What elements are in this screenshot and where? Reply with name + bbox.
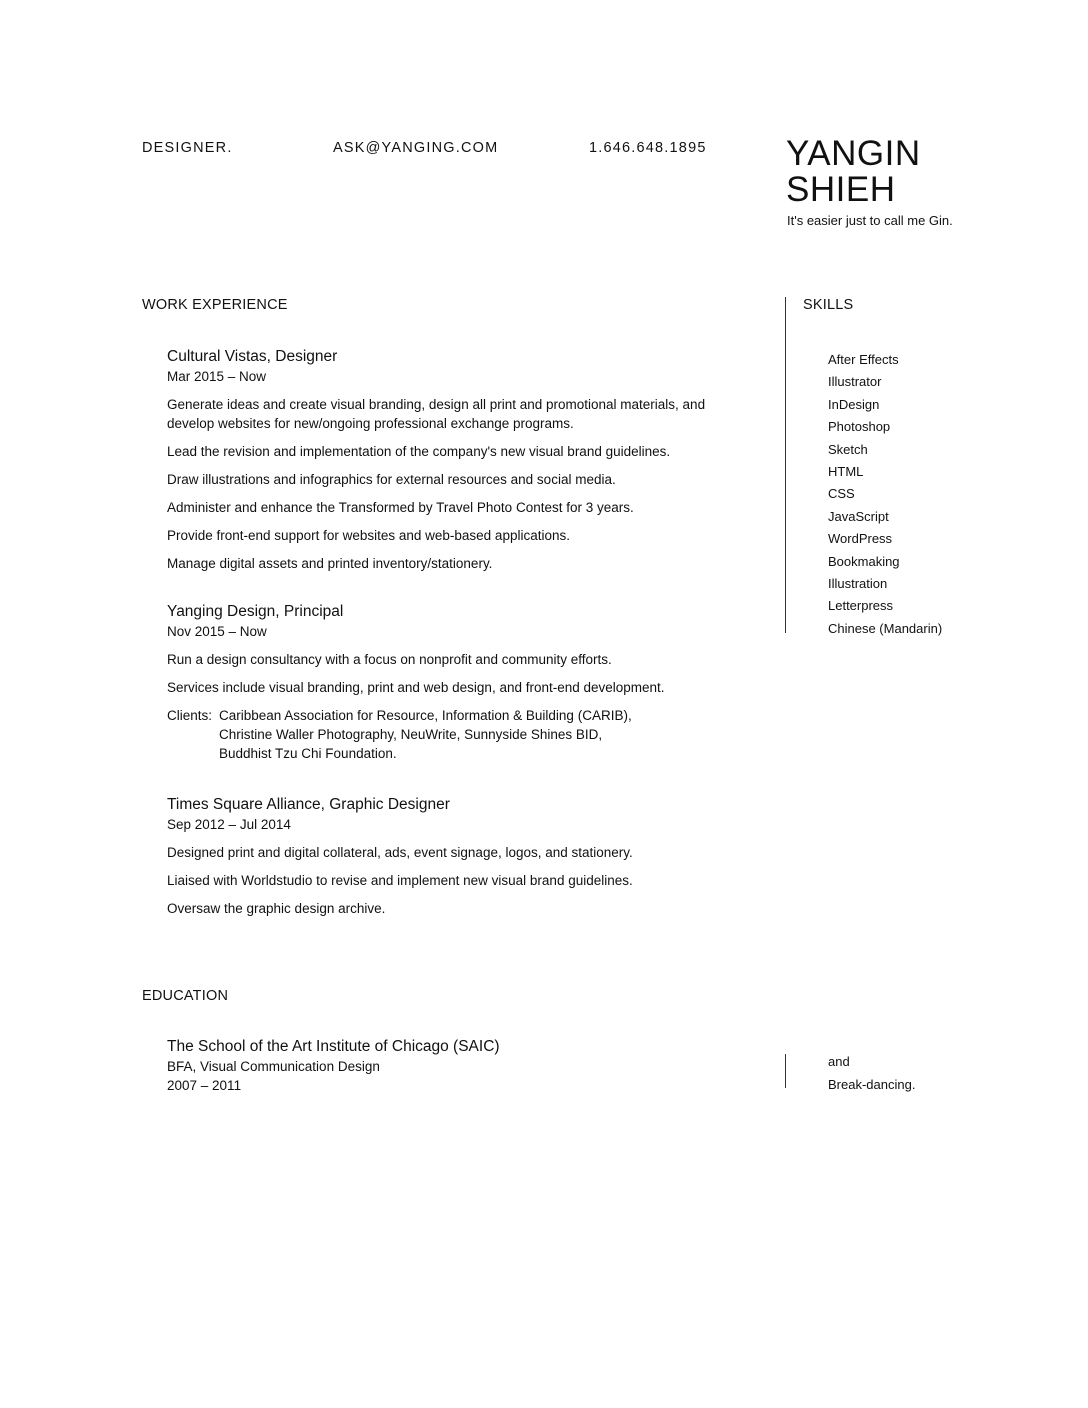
job-date: Sep 2012 – Jul 2014 bbox=[167, 817, 291, 832]
job-item: Oversaw the graphic design archive. bbox=[167, 901, 386, 916]
header-role: DESIGNER. bbox=[142, 140, 233, 156]
degree: BFA, Visual Communication Design bbox=[167, 1059, 380, 1074]
job-item: Draw illustrations and infographics for external resources and social media. bbox=[167, 472, 616, 487]
school-name: The School of the Art Institute of Chicago (SAIC) bbox=[167, 1038, 500, 1055]
skill-item: Illustrator bbox=[828, 374, 882, 390]
skill-item: After Effects bbox=[828, 352, 899, 367]
job-item: Generate ideas and create visual branding, design all print and promotional materials, and develop websites for new/ongoing professional exchange programs. bbox=[167, 397, 706, 431]
skill-item: Sketch bbox=[828, 441, 868, 457]
job-item: Liaised with Worldstudio to revise and implement new visual brand guidelines. bbox=[167, 873, 633, 888]
job-item: Lead the revision and implementation of the company's new visual brand guidelines. bbox=[167, 444, 671, 459]
job-date: Mar 2015 – Now bbox=[167, 369, 267, 384]
job-item: Administer and enhance the Transformed by Travel Photo Contest for 3 years. bbox=[167, 500, 634, 515]
skill-item: InDesign bbox=[828, 396, 880, 412]
skill-item: JavaScript bbox=[828, 508, 889, 524]
header-email[interactable]: ASK@YANGING.COM bbox=[333, 140, 499, 156]
job-item: Manage digital assets and printed inventory/stationery. bbox=[167, 556, 493, 571]
profile-tagline: It's easier just to call me Gin. bbox=[787, 213, 953, 228]
skill-item: Chinese (Mandarin) bbox=[828, 620, 943, 636]
job-item: Designed print and digital collateral, ads, event signage, logos, and stationery. bbox=[167, 845, 633, 860]
skill-item: Letterpress bbox=[828, 598, 894, 614]
skills-divider bbox=[785, 297, 786, 633]
extra-breakdancing: Break-dancing. bbox=[828, 1076, 916, 1092]
skill-item: WordPress bbox=[828, 531, 893, 547]
job-entry-times-square bbox=[167, 795, 727, 927]
education-section-title: EDUCATION bbox=[142, 988, 229, 1004]
job-entry-yanging-design bbox=[167, 602, 727, 763]
job-title: Times Square Alliance, Graphic Designer bbox=[167, 796, 450, 813]
skill-item: CSS bbox=[828, 486, 855, 502]
clients-line: Christine Waller Photography, NeuWrite, Sunnyside Shines BID, bbox=[219, 727, 603, 742]
name-line-1: YANGIN bbox=[786, 134, 921, 173]
clients-label: Clients: bbox=[167, 708, 213, 723]
education-entry bbox=[167, 1037, 727, 1104]
header-phone[interactable]: 1.646.648.1895 bbox=[589, 140, 707, 156]
name-line-2: SHIEH bbox=[786, 170, 896, 209]
job-entry-cultural-vistas bbox=[167, 347, 727, 582]
job-item: Run a design consultancy with a focus on nonprofit and community efforts. bbox=[167, 652, 612, 667]
skill-item: HTML bbox=[828, 464, 864, 480]
clients-block bbox=[167, 706, 727, 763]
skills-section-title: SKILLS bbox=[803, 297, 854, 313]
clients-list bbox=[219, 706, 632, 763]
extra-and: and bbox=[828, 1054, 850, 1069]
work-section-title: WORK EXPERIENCE bbox=[142, 297, 288, 313]
job-item: Provide front-end support for websites and web-based applications. bbox=[167, 528, 570, 543]
clients-line: Caribbean Association for Resource, Information & Building (CARIB), bbox=[219, 708, 632, 723]
education-years: 2007 – 2011 bbox=[167, 1078, 242, 1093]
extra-divider bbox=[785, 1054, 786, 1088]
profile-name bbox=[786, 136, 1046, 208]
skills-list bbox=[828, 349, 942, 640]
extra-skills bbox=[828, 1051, 915, 1096]
job-title: Cultural Vistas, Designer bbox=[167, 348, 338, 365]
clients-line: Buddhist Tzu Chi Foundation. bbox=[219, 746, 397, 761]
skill-item: Bookmaking bbox=[828, 553, 900, 569]
job-title: Yanging Design, Principal bbox=[167, 603, 344, 620]
skill-item: Illustration bbox=[828, 576, 888, 592]
job-item: Services include visual branding, print and web design, and front-end development. bbox=[167, 680, 665, 695]
job-date: Nov 2015 – Now bbox=[167, 624, 267, 639]
skill-item: Photoshop bbox=[828, 419, 891, 435]
